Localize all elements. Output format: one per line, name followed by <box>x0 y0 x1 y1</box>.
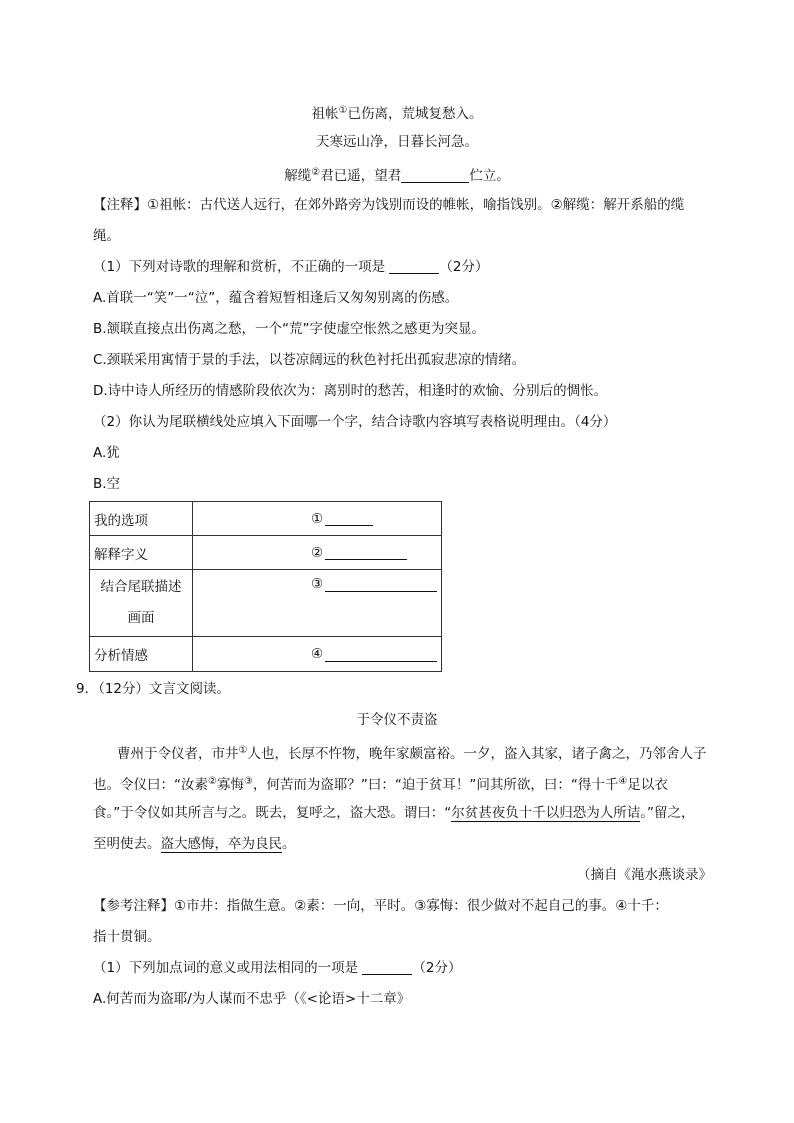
passage-text: 寡悔 <box>216 777 244 793</box>
footnote-mark: ② <box>311 167 321 178</box>
question-1-option-c: C.颈联采用寓情于景的手法，以苍凉阔远的秋色衬托出孤寂悲凉的情绪。 <box>93 352 526 368</box>
footnote-mark: ② <box>208 776 217 787</box>
poem-note-line-2: 绳。 <box>93 228 120 244</box>
reference-note-line-2: 指十贯铜。 <box>93 929 161 945</box>
poem-note-line-1: 【注释】①祖帐：古代送人远行，在郊外路旁为饯别而设的帷帐，喻指饯别。②解缆：解开系船的缆 <box>93 197 685 213</box>
passage-source: （摘自《渑水燕谈录》 <box>577 867 712 883</box>
passage-text: 。”留之， <box>640 805 695 821</box>
answer-table <box>89 501 442 672</box>
question-9-1-points: （2分） <box>412 960 462 976</box>
footnote-mark: ① <box>338 105 348 116</box>
table-answer-cell[interactable] <box>193 570 442 637</box>
table-label-line-1: 结合尾联描述 <box>100 579 182 595</box>
table-answer-cell[interactable] <box>193 502 442 536</box>
passage-text: 至明使去。 <box>93 836 161 852</box>
poem-line-1-text-b: 已伤离，荒城复愁入。 <box>347 106 483 122</box>
question-2-option-a: A.犹 <box>93 445 120 461</box>
circled-number: ② <box>311 544 324 561</box>
underlined-sentence: 盗大感悔，卒为良民 <box>160 836 282 852</box>
table-row <box>90 637 442 672</box>
question-9-1-stem <box>93 958 461 978</box>
passage-line-3 <box>93 803 695 823</box>
footnote-mark: ① <box>238 745 248 756</box>
table-label-line-2: 画面 <box>127 610 155 626</box>
passage-title: 于令仪不责盗 <box>356 712 438 728</box>
question-1-option-d: D.诗中诗人所经历的情感阶段依次为：离别时的愁苦，相逢时的欢愉、分别后的惆怅。 <box>93 383 608 399</box>
passage-text: 人也，长厚不忤物，晚年家颇富裕。一夕，盗入其家，诸子禽之，乃邻舍人子 <box>247 746 707 762</box>
table-label <box>90 570 193 637</box>
answer-blank[interactable] <box>325 511 373 526</box>
circled-number: ④ <box>311 646 324 662</box>
question-1-stem-text: （1）下列对诗歌的理解和赏析，不正确的一项是 <box>93 259 386 275</box>
table-answer-cell[interactable] <box>193 536 442 570</box>
table-label: 我的选项 <box>90 502 193 536</box>
answer-blank[interactable] <box>325 577 437 592</box>
poem-blank[interactable] <box>401 168 469 183</box>
passage-text: 足以衣 <box>627 777 668 793</box>
question-1-option-b: B.颔联直接点出伤离之愁，一个“荒”字使虚空怅然之感更为突显。 <box>93 321 486 337</box>
passage-text: ，何苦而为盗耶？”曰：“迫于贫耳！”问其所欲，曰：“得十千 <box>252 777 619 793</box>
poem-line-1-text-a: 祖帐 <box>311 106 339 122</box>
passage-line-2 <box>93 772 668 795</box>
table-row <box>90 570 442 637</box>
footnote-mark: ③ <box>243 776 253 787</box>
poem-line-3-text-b: 君已遥，望君 <box>320 168 402 184</box>
passage-text: 食。”于令仪如其所言与之。既去，复呼之，盗大恐。谓曰：“ <box>93 805 452 821</box>
table-label: 解释字义 <box>90 536 193 570</box>
underlined-sentence: 尔贫甚夜负十千以归恐为人所诘 <box>451 805 641 821</box>
poem-line-3-text-c: 伫立。 <box>469 168 510 184</box>
table-row <box>90 536 442 570</box>
table-row <box>90 502 442 536</box>
passage-text: 曹州于令仪者，市井 <box>117 746 239 762</box>
question-9-1-stem-text: （1）下列加点词的意义或用法相同的一项是 <box>93 960 359 976</box>
passage-text: 。 <box>282 836 296 852</box>
circled-number: ① <box>311 510 324 527</box>
question-2-option-b: B.空 <box>93 476 121 492</box>
circled-number: ③ <box>311 576 324 592</box>
poem-line-1 <box>0 101 794 124</box>
passage-line-1 <box>117 741 706 764</box>
passage-text: 也。令仪曰：“汝素 <box>93 777 208 793</box>
question-9-1-option-a: A.何苦而为盗耶/为人谋而不忠乎（《<论语>十二章》 <box>93 991 411 1007</box>
table-answer-cell[interactable] <box>193 637 442 672</box>
answer-blank[interactable] <box>389 259 439 274</box>
table-label: 分析情感 <box>90 637 193 672</box>
passage-line-4 <box>93 834 296 854</box>
question-2-stem: （2）你认为尾联横线处应填入下面哪一个字，结合诗歌内容填写表格说明理由。（4分） <box>93 414 617 430</box>
poem-line-3 <box>0 163 794 186</box>
answer-blank[interactable] <box>325 647 437 662</box>
question-1-option-a: A.首联一“笑”一“泣”，蕴含着短暂相逢后又匆匆别离的伤感。 <box>93 290 459 306</box>
answer-blank[interactable] <box>325 545 407 560</box>
question-1-points: （2分） <box>439 259 489 275</box>
poem-line-2: 天寒远山净，日暮长河急。 <box>316 134 478 150</box>
footnote-mark: ④ <box>618 776 628 787</box>
answer-blank[interactable] <box>362 960 412 975</box>
question-9-header: 9．（12分）文言文阅读。 <box>76 681 231 697</box>
poem-line-3-text-a: 解缆 <box>284 168 312 184</box>
question-1-stem <box>93 257 488 277</box>
reference-note-line-1: 【参考注释】①市井：指做生意。②素：一向，平时。③寡悔：很少做对不起自己的事。④十千： <box>93 898 668 914</box>
